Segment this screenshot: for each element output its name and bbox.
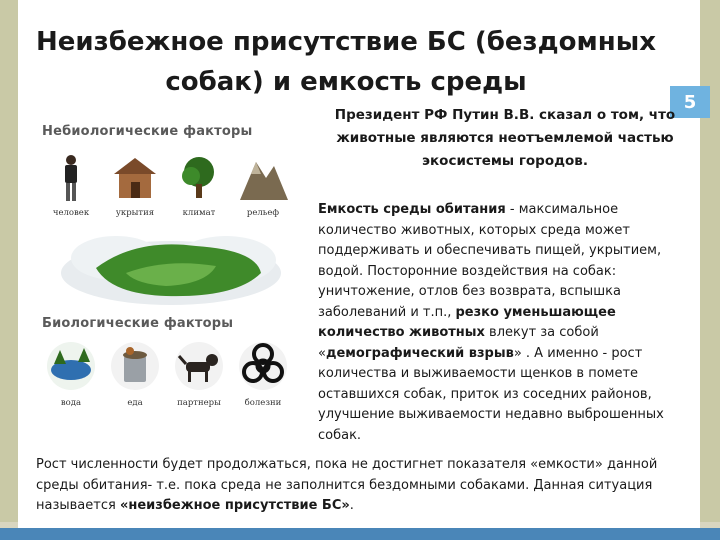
body-bold-2: резко уменьшающее количество животных	[318, 304, 616, 340]
biotic-factors-title: Биологические факторы	[42, 316, 234, 331]
food-bin-icon	[108, 340, 162, 390]
biotic-label-2: еда	[127, 398, 143, 408]
water-icon	[44, 340, 98, 390]
term-bold: Емкость среды обитания	[318, 202, 506, 217]
tree-icon	[172, 152, 226, 202]
biohazard-icon	[236, 340, 290, 390]
frame-bottom-bar	[0, 528, 720, 540]
abiotic-label-4: рельеф	[246, 208, 280, 218]
abiotic-label-1: человек	[52, 208, 90, 218]
slide-number: 5	[670, 86, 710, 118]
abiotic-label-3: климат	[182, 208, 216, 218]
abiotic-label-2: укрытия	[115, 208, 155, 218]
president-quote: Президент РФ Путин В.В. сказал о том, что животные являются неотъемлемой частью экосистемы городов.	[334, 107, 676, 169]
shelter-icon	[108, 152, 162, 202]
body-part-3: » . А именно - рост количества и выживаемости щенков в помете оставшихся собак, приток из соседних районов, улучшение выживаемости недавно выброшенных собак.	[318, 345, 664, 443]
biotic-label-4: болезни	[244, 398, 282, 408]
body-part-2: влекут за собой «	[318, 325, 599, 361]
landscape-cloud-icon	[56, 218, 286, 313]
body-part-1: - максимальное количество животных, которых среда может поддерживать и обеспечивать пищей, укрытием, водой. Посторонние воздействия на собак: уничтожение, отлов без возврата, вспышка заболеваний и т.п.,	[318, 202, 662, 320]
footer-end: .	[349, 498, 354, 513]
mountain-icon	[236, 152, 290, 202]
biotic-label-3: партнеры	[177, 398, 221, 408]
ecology-factors-illustration	[36, 118, 298, 438]
footer-text: Рост численности будет продолжаться, пока не достигнет показателя «емкости» данной среды обитания- т.е. пока среда не заполнится бездомными собаками. Данная ситуация называется	[36, 457, 658, 513]
footer-paragraph	[36, 455, 686, 517]
body-bold-3: демографический взрыв	[325, 345, 514, 361]
abiotic-factors-title: Небиологические факторы	[42, 124, 253, 139]
biotic-label-1: вода	[60, 398, 82, 408]
dog-icon	[172, 340, 226, 390]
body-paragraph	[318, 200, 690, 446]
slide-title: Неизбежное присутствие БС (бездомных собак) и емкость среды	[35, 27, 657, 97]
footer-bold: «неизбежное присутствие БС»	[119, 498, 350, 513]
human-icon	[44, 152, 98, 202]
